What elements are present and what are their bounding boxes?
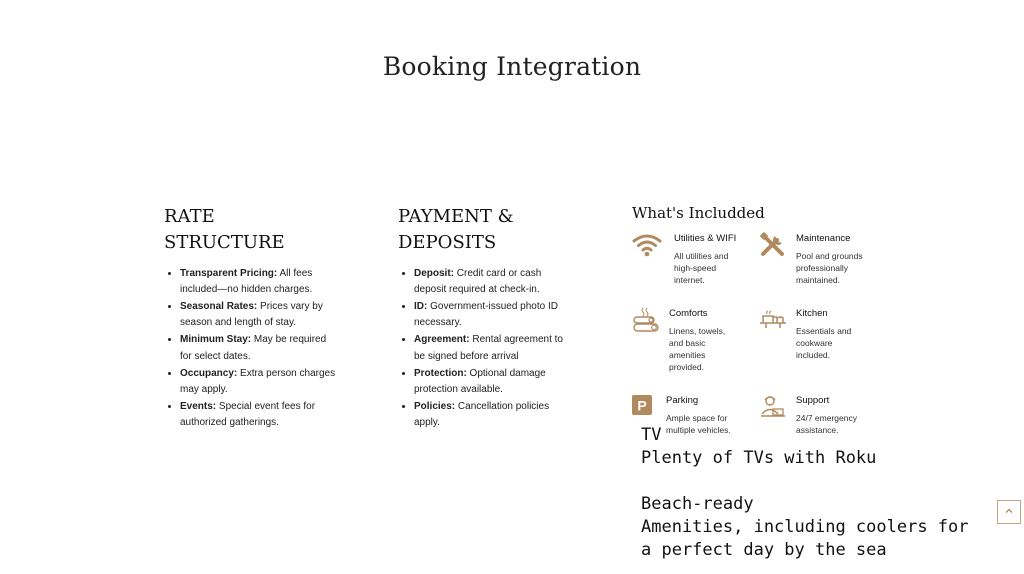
rate-heading-line1: RATE [164,206,215,227]
kitchen-icon [758,305,788,335]
wifi-icon [632,230,662,260]
feature-title: Comforts [669,308,708,319]
payment-deposits-heading [398,204,514,256]
bullet-label: Policies: [414,400,456,412]
bullet-text: May be required for select dates. [180,334,327,362]
page-title: Booking Integration [382,52,642,81]
feature-desc: 24/7 emergency assistance. [796,413,857,435]
bullet-text: Rental agreement to be signed before arrival [414,334,563,362]
list-item [180,399,338,432]
tools-icon [758,230,788,260]
beach-title: Beach-ready [641,494,754,514]
payment-heading-line1: PAYMENT & [398,206,514,227]
feature-title: Utilities & WIFI [674,233,737,244]
bullet-label: Minimum Stay: [180,334,252,346]
bullet-text: Prices vary by season and length of stay. [180,301,323,329]
feature-desc: Ample space for multiple vehicles. [666,413,731,435]
list-item [180,332,338,365]
bullet-label: Seasonal Rates: [180,301,258,313]
bullet-text: Special event fees for authorized gatherings. [180,400,316,429]
bullet-text: Extra person charges may apply. [180,367,336,395]
bullet-text: Credit card or cash deposit required at check-in. [414,268,542,296]
bullet-label: ID: [414,301,428,313]
svg-text:P: P [637,397,647,414]
rate-structure-heading [164,204,285,256]
support-icon [758,392,788,422]
feature-title: Kitchen [796,308,828,319]
list-item [414,332,574,365]
bullet-label: Occupancy: [180,367,238,379]
chevron-up-icon [1004,503,1014,521]
feature-comforts [632,305,742,375]
bullet-label: Deposit: [414,268,454,279]
amenities-overflow-text [641,424,979,562]
feature-kitchen [758,305,868,365]
list-item [414,266,574,299]
feature-title: Parking [666,395,699,406]
feature-maintenance [758,230,878,290]
list-item [414,366,574,399]
feature-utilities-wifi [632,230,742,290]
bullet-text: All fees included—no hidden charges. [180,268,313,296]
bullet-label: Protection: [414,367,467,379]
tv-desc: Plenty of TVs with Roku [641,448,877,468]
bullet-text: Optional damage protection available. [414,367,546,395]
bullet-label: Transparent Pricing: [180,268,278,279]
whats-included-heading: What's Includded [632,204,765,222]
payment-deposits-list [398,266,574,432]
feature-title: Maintenance [796,233,851,244]
feature-desc: Essentials and cookware included. [796,326,852,360]
feature-title: Support [796,395,830,406]
tv-title: TV [641,425,662,445]
payment-heading-line2: DEPOSITS [398,232,497,253]
feature-desc: Pool and grounds professionally maintained. [796,251,863,285]
list-item [414,299,574,332]
parking-icon [632,395,662,425]
bullet-label: Events: [180,400,217,412]
bullet-text: Government-issued photo ID necessary. [414,301,558,329]
beach-desc: Amenities, including coolers for a perfect day by the sea [641,517,979,560]
scroll-to-top-button[interactable] [997,500,1021,524]
bullet-text: Cancellation policies apply. [414,400,550,429]
rate-heading-line2: STRUCTURE [164,232,285,253]
bullet-label: Agreement: [414,334,470,346]
list-item [414,399,574,432]
feature-desc: Linens, towels, and basic amenities provided. [669,326,726,372]
rate-structure-list [164,266,338,432]
list-item [180,366,338,399]
list-item [180,299,338,332]
list-item [180,266,338,299]
feature-desc: All utilities and high-speed internet. [674,251,729,285]
towels-icon [632,305,662,335]
